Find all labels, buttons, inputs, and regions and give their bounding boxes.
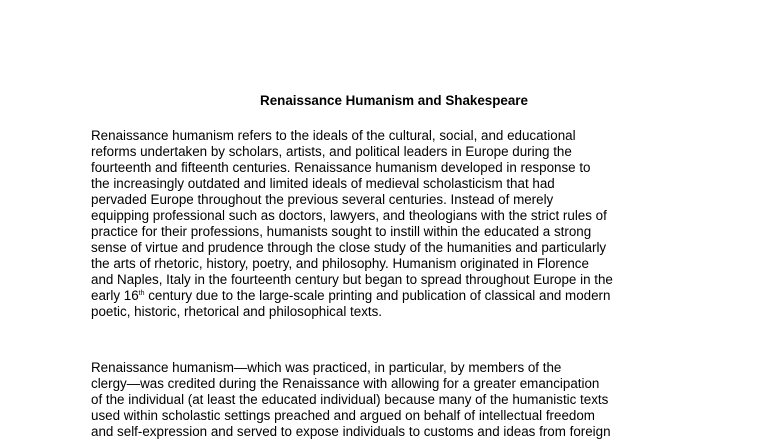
paragraph-line: and self-expression and served to expose individuals to customs and ideas from foreign	[91, 424, 611, 439]
paragraph-line: and Naples, Italy in the fourteenth century but began to spread throughout Europe in the	[91, 272, 613, 287]
paragraph-2	[91, 360, 695, 440]
paragraph-line: sense of virtue and prudence through the close study of the humanities and particularly	[91, 240, 607, 255]
ordinal-superscript: th	[138, 290, 145, 297]
paragraph-line: the arts of rhetoric, history, poetry, and philosophy. Humanism originated in Florence	[91, 256, 589, 271]
paragraph-line: practice for their professions, humanists sought to instill within the educated a strong	[91, 224, 592, 239]
line-text: century due to the large-scale printing and publication of classical and modern	[144, 288, 611, 303]
paragraph-line: poetic, historic, rhetorical and philosophical texts.	[91, 304, 383, 319]
paragraph-line	[91, 288, 695, 304]
paragraph-line: used within scholastic settings preached and argued on behalf of intellectual freedom	[91, 408, 595, 423]
line-text: early 16	[91, 288, 139, 303]
document-title: Renaissance Humanism and Shakespeare	[260, 93, 528, 108]
paragraph-line: Renaissance humanism refers to the ideals of the cultural, social, and educational	[91, 128, 576, 143]
paragraph-line: reforms undertaken by scholars, artists, and political leaders in Europe during the	[91, 144, 572, 159]
paragraph-line: clergy—was credited during the Renaissance with allowing for a greater emancipation	[91, 376, 600, 391]
paragraph-1	[91, 128, 695, 320]
paragraph-line: the increasingly outdated and limited ideals of medieval scholasticism that had	[91, 176, 555, 191]
paragraph-line: equipping professional such as doctors, lawyers, and theologians with the strict rules of	[91, 208, 607, 223]
paragraph-line: pervaded Europe throughout the previous several centuries. Instead of merely	[91, 192, 554, 207]
paragraph-line: of the individual (at least the educated individual) because many of the humanistic texts	[91, 392, 609, 407]
paragraph-line: Renaissance humanism—which was practiced, in particular, by members of the	[91, 360, 562, 375]
paragraph-line: fourteenth and fifteenth centuries. Renaissance humanism developed in response to	[91, 160, 591, 175]
